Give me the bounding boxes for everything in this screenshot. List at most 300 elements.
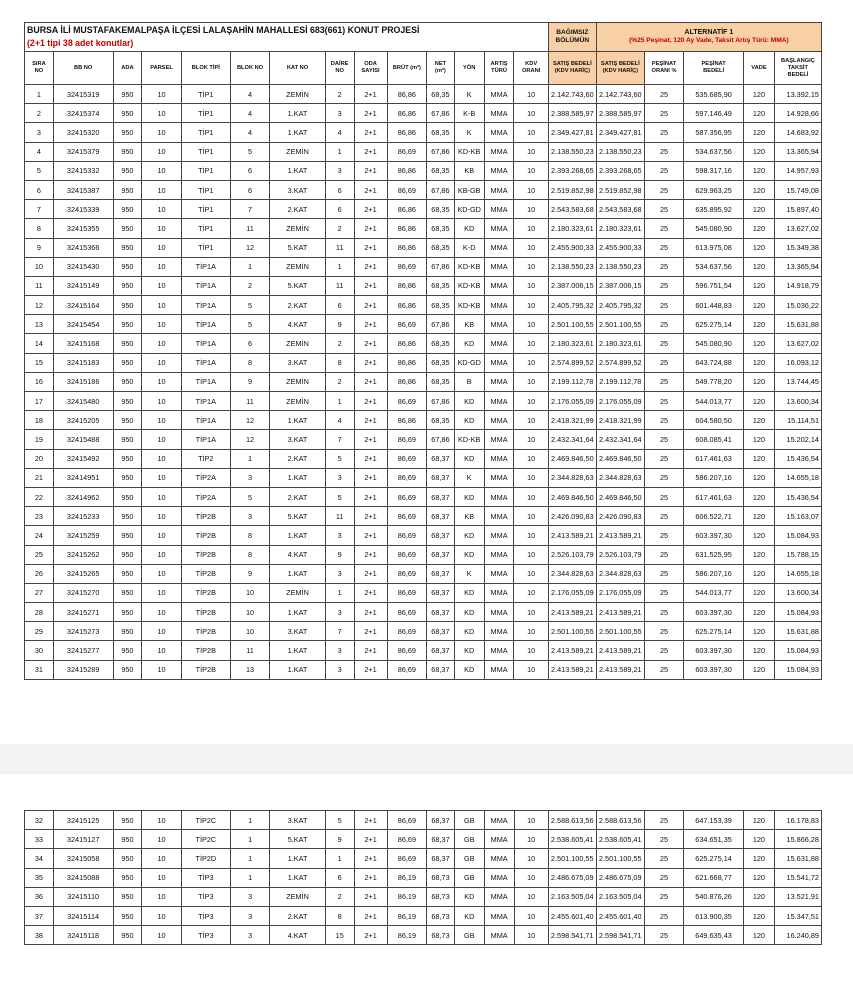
table-cell: 6	[230, 334, 269, 353]
table-cell: TİP2B	[181, 603, 230, 622]
table-cell: 5	[230, 142, 269, 161]
column-header	[484, 52, 514, 85]
table-cell: 603.397,30	[684, 660, 744, 679]
table-cell: 86,86	[387, 296, 426, 315]
column-header-label: KAT NO	[286, 64, 309, 71]
table-row	[25, 545, 822, 564]
column-header-row	[25, 52, 822, 85]
table-cell: 2+1	[354, 564, 387, 583]
table-cell: MMA	[484, 926, 514, 945]
table-cell: 32414951	[53, 468, 113, 487]
table-cell: 10	[142, 315, 181, 334]
table-cell: 2+1	[354, 142, 387, 161]
table-cell: 617.461,63	[684, 487, 744, 506]
table-cell: 2.388.585,97	[596, 104, 644, 123]
table-cell: 32415488	[53, 430, 113, 449]
table-cell: 5	[230, 315, 269, 334]
table-cell: 32415492	[53, 449, 113, 468]
table-cell: 6	[325, 180, 354, 199]
table-cell: TİP2B	[181, 660, 230, 679]
table-row	[25, 219, 822, 238]
column-header	[181, 52, 230, 85]
table-cell: 950	[113, 276, 142, 295]
table-cell: 10	[142, 353, 181, 372]
table-cell: 68,37	[427, 622, 455, 641]
table-cell: KB	[454, 315, 484, 334]
table-cell: 2	[325, 334, 354, 353]
table-cell: 32415114	[53, 906, 113, 925]
table-cell: 10	[230, 622, 269, 641]
table-cell: MMA	[484, 583, 514, 602]
table-cell: 2.418.321,99	[548, 411, 596, 430]
table-cell: 950	[113, 811, 142, 830]
table-cell: K	[454, 123, 484, 142]
table-row	[25, 641, 822, 660]
table-cell: 950	[113, 830, 142, 849]
table-cell: 120	[743, 411, 774, 430]
table-cell: KB	[454, 507, 484, 526]
table-cell: 1	[325, 583, 354, 602]
table-cell: 2.138.550,23	[596, 257, 644, 276]
table-cell: 6	[25, 180, 54, 199]
table-cell: 2+1	[354, 641, 387, 660]
table-cell: 4	[230, 85, 269, 104]
table-cell: MMA	[484, 353, 514, 372]
column-header-label: YÖN	[463, 64, 476, 71]
table-cell: 10	[142, 849, 181, 868]
table-cell: 10	[142, 161, 181, 180]
table-cell: TİP1A	[181, 276, 230, 295]
table-cell: 10	[514, 526, 548, 545]
table-cell: 2.426.090,83	[596, 507, 644, 526]
table-cell: TİP3	[181, 868, 230, 887]
table-cell: 68,35	[427, 372, 455, 391]
table-cell: 625.275,14	[684, 849, 744, 868]
table-cell: 120	[743, 507, 774, 526]
table-cell: 2.176.055,09	[548, 583, 596, 602]
table-cell: 2.349.427,81	[596, 123, 644, 142]
table-cell: 86,69	[387, 641, 426, 660]
table-row	[25, 526, 822, 545]
table-cell: TİP1A	[181, 257, 230, 276]
table-cell: 120	[743, 123, 774, 142]
table-row	[25, 353, 822, 372]
table-cell: 32415110	[53, 887, 113, 906]
column-header-label: VADE	[751, 64, 767, 71]
table-cell: 67,86	[427, 257, 455, 276]
table-cell: 3.KAT	[270, 811, 325, 830]
table-cell: 86,86	[387, 104, 426, 123]
table-cell: 15.631,88	[774, 622, 821, 641]
table-cell: 120	[743, 660, 774, 679]
table-cell: 86,86	[387, 85, 426, 104]
column-header-label: ORANI %	[651, 68, 677, 74]
table-cell: 120	[743, 564, 774, 583]
table-cell: 2.588.613,56	[548, 811, 596, 830]
table-cell: MMA	[484, 85, 514, 104]
table-cell: B	[454, 372, 484, 391]
table-cell: 3	[230, 906, 269, 925]
table-cell: 120	[743, 238, 774, 257]
column-header-label: PARSEL	[150, 64, 173, 71]
table-cell: 68,37	[427, 526, 455, 545]
table-cell: 2.486.675,09	[596, 868, 644, 887]
table-cell: MMA	[484, 868, 514, 887]
table-cell: 25	[644, 449, 683, 468]
table-cell: 2.413.589,21	[596, 526, 644, 545]
table-cell: 950	[113, 411, 142, 430]
table-row	[25, 142, 822, 161]
table-cell: 15.749,08	[774, 180, 821, 199]
column-header-label: SATIŞ BEDELİ	[552, 61, 592, 67]
column-header-label: ADA	[121, 64, 134, 71]
table-cell: 950	[113, 353, 142, 372]
table-cell: TİP2B	[181, 622, 230, 641]
table-cell: 2.501.100,55	[548, 315, 596, 334]
table-cell: 120	[743, 104, 774, 123]
table-cell: 15.036,22	[774, 296, 821, 315]
table-cell: 10	[230, 603, 269, 622]
table-cell: 2+1	[354, 906, 387, 925]
table-cell: 2.413.589,21	[548, 526, 596, 545]
table-cell: 32415088	[53, 868, 113, 887]
table-cell: 10	[142, 622, 181, 641]
table-row	[25, 85, 822, 104]
table-cell: 4	[230, 104, 269, 123]
table-cell: 15.084,93	[774, 526, 821, 545]
table-cell: 25	[644, 926, 683, 945]
table-cell: 3.KAT	[270, 622, 325, 641]
table-cell: 13.600,34	[774, 392, 821, 411]
table-cell: 2.519.852,98	[596, 180, 644, 199]
table-cell: 32415125	[53, 811, 113, 830]
table-cell: 32415149	[53, 276, 113, 295]
table-cell: 13	[230, 660, 269, 679]
table-cell: 950	[113, 603, 142, 622]
table-cell: 10	[142, 334, 181, 353]
table-cell: 10	[514, 104, 548, 123]
table-cell: ZEMİN	[270, 583, 325, 602]
table-cell: 25	[644, 296, 683, 315]
table-cell: 37	[25, 906, 54, 925]
table-cell: 544.013,77	[684, 392, 744, 411]
table-cell: 13.392,15	[774, 85, 821, 104]
table-cell: 10	[514, 660, 548, 679]
table-cell: 2.519.852,98	[548, 180, 596, 199]
table-cell: 25	[644, 238, 683, 257]
table-cell: 2+1	[354, 430, 387, 449]
column-header-label: SAYISI	[361, 68, 380, 74]
table-cell: 86,86	[387, 411, 426, 430]
table-row	[25, 906, 822, 925]
table-body-page-1	[25, 85, 822, 680]
column-header	[270, 52, 325, 85]
table-cell: 25	[644, 104, 683, 123]
table-cell: 3	[230, 926, 269, 945]
table-cell: TİP1	[181, 161, 230, 180]
table-cell: 14.928,66	[774, 104, 821, 123]
table-row	[25, 296, 822, 315]
table-cell: 120	[743, 353, 774, 372]
table-cell: 5.KAT	[270, 507, 325, 526]
table-cell: 14.683,92	[774, 123, 821, 142]
table-cell: 25	[644, 526, 683, 545]
column-header-label: ORANI	[521, 68, 541, 74]
table-cell: 120	[743, 142, 774, 161]
table-cell: 120	[743, 430, 774, 449]
table-cell: 2+1	[354, 104, 387, 123]
table-cell: 10	[514, 507, 548, 526]
table-cell: 598.317,16	[684, 161, 744, 180]
table-cell: 8	[325, 906, 354, 925]
table-cell: 68,37	[427, 849, 455, 868]
table-cell: 634.651,35	[684, 830, 744, 849]
table-cell: 3	[325, 641, 354, 660]
table-cell: 2.455.601,40	[596, 906, 644, 925]
table-row	[25, 449, 822, 468]
table-cell: 86,69	[387, 811, 426, 830]
table-cell: 120	[743, 468, 774, 487]
table-cell: 2+1	[354, 622, 387, 641]
table-cell: 11	[230, 641, 269, 660]
table-cell: KD	[454, 392, 484, 411]
table-cell: 32415271	[53, 603, 113, 622]
table-cell: 11	[325, 507, 354, 526]
table-cell: 603.397,30	[684, 641, 744, 660]
table-cell: 1.KAT	[270, 411, 325, 430]
table-cell: 24	[25, 526, 54, 545]
table-cell: 2+1	[354, 238, 387, 257]
table-cell: 2+1	[354, 868, 387, 887]
table-cell: 68,73	[427, 906, 455, 925]
table-cell: 13.365,94	[774, 257, 821, 276]
table-cell: 2.543.583,68	[548, 200, 596, 219]
table-cell: 32415168	[53, 334, 113, 353]
table-cell: 2.413.589,21	[596, 641, 644, 660]
table-row	[25, 257, 822, 276]
table-cell: 2.393.268,65	[596, 161, 644, 180]
table-cell: 68,35	[427, 219, 455, 238]
column-header	[25, 52, 54, 85]
table-cell: 17	[25, 392, 54, 411]
table-cell: 3	[230, 507, 269, 526]
table-cell: 950	[113, 296, 142, 315]
table-cell: 950	[113, 142, 142, 161]
table-row	[25, 315, 822, 334]
table-cell: TİP1	[181, 238, 230, 257]
table-cell: MMA	[484, 887, 514, 906]
table-cell: GB	[454, 811, 484, 830]
table-cell: 10	[514, 200, 548, 219]
table-row	[25, 622, 822, 641]
table-cell: 3.KAT	[270, 180, 325, 199]
table-cell: 25	[644, 372, 683, 391]
table-cell: 86,69	[387, 583, 426, 602]
table-cell: 603.397,30	[684, 526, 744, 545]
table-cell: 25	[644, 641, 683, 660]
table-cell: 2+1	[354, 545, 387, 564]
table-cell: 2+1	[354, 161, 387, 180]
table-cell: 1	[25, 85, 54, 104]
table-cell: 4	[230, 123, 269, 142]
table-cell: 10	[514, 296, 548, 315]
table-cell: 15.866,28	[774, 830, 821, 849]
table-cell: TİP1A	[181, 392, 230, 411]
table-cell: 10	[142, 449, 181, 468]
table-cell: KD-KB	[454, 276, 484, 295]
table-cell: 14.957,93	[774, 161, 821, 180]
table-cell: 2.469.846,50	[596, 487, 644, 506]
table-cell: 10	[514, 334, 548, 353]
table-cell: KD	[454, 334, 484, 353]
table-cell: 950	[113, 926, 142, 945]
table-cell: 25	[644, 142, 683, 161]
table-cell: 1.KAT	[270, 468, 325, 487]
table-row	[25, 468, 822, 487]
table-cell: 10	[142, 868, 181, 887]
table-cell: 120	[743, 622, 774, 641]
column-header-label: BEDELİ	[787, 71, 809, 78]
table-cell: 15.163,07	[774, 507, 821, 526]
table-cell: 86,69	[387, 603, 426, 622]
table-cell: 32415374	[53, 104, 113, 123]
column-header-label: SIRA	[32, 61, 46, 67]
table-cell: 67,86	[427, 142, 455, 161]
table-cell: 10	[514, 353, 548, 372]
table-cell: 1	[230, 811, 269, 830]
table-cell: 5.KAT	[270, 830, 325, 849]
table-cell: 120	[743, 315, 774, 334]
table-cell: 2.KAT	[270, 296, 325, 315]
table-cell: 950	[113, 906, 142, 925]
table-cell: 10	[142, 430, 181, 449]
table-cell: 25	[644, 564, 683, 583]
project-title: BURSA İLİ MUSTAFAKEMALPAŞA İLÇESİ LALAŞAHİN MAHALLESİ 683(661) KONUT PROJESİ	[27, 25, 420, 35]
table-cell: 2.405.795,32	[548, 296, 596, 315]
table-cell: 20	[25, 449, 54, 468]
table-cell: 10	[514, 315, 548, 334]
table-cell: 32414962	[53, 487, 113, 506]
table-cell: 32415366	[53, 238, 113, 257]
column-header	[684, 52, 744, 85]
table-cell: 1	[230, 257, 269, 276]
table-cell: 86,19	[387, 868, 426, 887]
table-cell: 950	[113, 123, 142, 142]
table-cell: 15.436,54	[774, 487, 821, 506]
table-cell: 68,73	[427, 887, 455, 906]
table-cell: 10	[142, 507, 181, 526]
table-cell: MMA	[484, 545, 514, 564]
table-cell: 613.975,08	[684, 238, 744, 257]
table-cell: 2.180.323,61	[596, 334, 644, 353]
table-cell: 28	[25, 603, 54, 622]
table-cell: 2+1	[354, 468, 387, 487]
table-cell: 68,37	[427, 603, 455, 622]
table-cell: 120	[743, 200, 774, 219]
table-cell: 2.180.323,61	[596, 219, 644, 238]
table-row	[25, 868, 822, 887]
table-cell: 25	[644, 161, 683, 180]
column-header-label: TAKSİT	[787, 64, 808, 71]
table-cell: 10	[142, 276, 181, 295]
table-cell: 534.637,56	[684, 142, 744, 161]
table-cell: 2.176.055,09	[596, 583, 644, 602]
table-cell: 11	[230, 219, 269, 238]
table-cell: 549.778,20	[684, 372, 744, 391]
table-cell: 15	[325, 926, 354, 945]
alternative-header	[596, 23, 821, 52]
column-header-label: KDV	[525, 61, 538, 67]
table-cell: 1.KAT	[270, 660, 325, 679]
table-cell: 12	[230, 411, 269, 430]
table-cell: MMA	[484, 161, 514, 180]
table-cell: 10	[142, 392, 181, 411]
table-cell: 545.080,90	[684, 334, 744, 353]
column-header-label: SATIŞ BEDELİ	[600, 61, 640, 67]
table-cell: 25	[644, 276, 683, 295]
table-cell: 2.501.100,55	[596, 849, 644, 868]
table-cell: 86,86	[387, 353, 426, 372]
table-cell: 30	[25, 641, 54, 660]
table-cell: 68,37	[427, 641, 455, 660]
table-cell: 2.KAT	[270, 487, 325, 506]
table-cell: 10	[142, 257, 181, 276]
table-cell: KD	[454, 906, 484, 925]
table-cell: MMA	[484, 411, 514, 430]
table-cell: 2.501.100,55	[548, 849, 596, 868]
table-cell: 15.436,54	[774, 449, 821, 468]
table-cell: MMA	[484, 811, 514, 830]
table-cell: 15.084,93	[774, 641, 821, 660]
table-cell: 2+1	[354, 507, 387, 526]
table-cell: 36	[25, 887, 54, 906]
table-cell: 68,35	[427, 123, 455, 142]
table-cell: 10	[142, 142, 181, 161]
table-cell: 2.387.006,15	[548, 276, 596, 295]
table-cell: 120	[743, 868, 774, 887]
table-cell: 38	[25, 926, 54, 945]
table-row	[25, 887, 822, 906]
table-cell: 120	[743, 849, 774, 868]
table-cell: 11	[325, 276, 354, 295]
table-cell: 25	[644, 603, 683, 622]
table-cell: 2.349.427,81	[548, 123, 596, 142]
table-cell: 950	[113, 238, 142, 257]
table-cell: 86,69	[387, 487, 426, 506]
table-cell: K	[454, 468, 484, 487]
bagimsiz-line-2: BÖLÜMÜN	[555, 37, 590, 44]
table-cell: 950	[113, 868, 142, 887]
table-cell: 4	[325, 123, 354, 142]
table-cell: 950	[113, 660, 142, 679]
table-cell: 8	[230, 353, 269, 372]
table-cell: 32415164	[53, 296, 113, 315]
table-cell: 86,86	[387, 276, 426, 295]
table-cell: 26	[25, 564, 54, 583]
table-cell: 120	[743, 257, 774, 276]
table-cell: 534.637,56	[684, 257, 744, 276]
table-cell: 4	[25, 142, 54, 161]
table-cell: 950	[113, 849, 142, 868]
table-cell: 68,73	[427, 868, 455, 887]
table-cell: 2.543.583,68	[596, 200, 644, 219]
table-cell: K-B	[454, 104, 484, 123]
table-cell: 25	[644, 257, 683, 276]
table-cell: 86,69	[387, 468, 426, 487]
table-cell: 29	[25, 622, 54, 641]
table-cell: 2+1	[354, 926, 387, 945]
table-cell: 32415277	[53, 641, 113, 660]
